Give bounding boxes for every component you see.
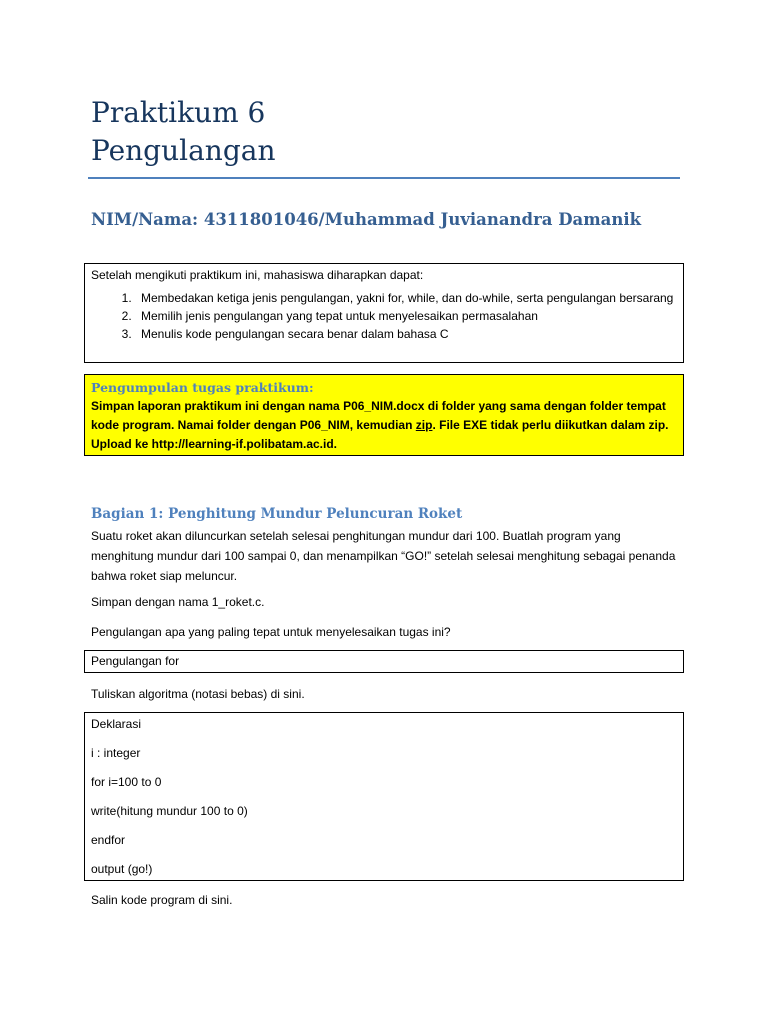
submission-text-1: Simpan laporan praktikum ini dengan nama bbox=[91, 399, 344, 413]
section-1-heading: Bagian 1: Penghitung Mundur Peluncuran Roket bbox=[91, 506, 463, 522]
algorithm-line: i : integer bbox=[91, 746, 141, 760]
title-divider bbox=[88, 177, 680, 179]
algorithm-line: output (go!) bbox=[91, 862, 153, 876]
objective-item: 2. Memilih jenis pengulangan yang tepat untuk menyelesaikan permasalahan bbox=[135, 309, 677, 324]
algorithm-line: endfor bbox=[91, 833, 126, 847]
save-as-text: Simpan dengan nama 1_roket.c. bbox=[91, 595, 265, 609]
question-text: Pengulangan apa yang paling tepat untuk menyelesaikan tugas ini? bbox=[91, 625, 451, 639]
submission-box bbox=[84, 374, 684, 456]
submission-zip: zip bbox=[415, 418, 433, 432]
objectives-box bbox=[84, 263, 684, 363]
objective-item: 1. Membedakan ketiga jenis pengulangan, yakni for, while, dan do-while, serta pengulangan bersarang bbox=[135, 291, 677, 306]
algorithm-prompt: Tuliskan algoritma (notasi bebas) di sini. bbox=[91, 687, 305, 701]
algorithm-line: Deklarasi bbox=[91, 717, 142, 731]
submission-heading: Pengumpulan tugas praktikum: bbox=[91, 380, 314, 395]
submission-text-2: di folder yang sama dengan folder tempat kode program. Namai folder dengan bbox=[91, 399, 666, 432]
page-title bbox=[91, 94, 275, 170]
objective-item: 3. Menulis kode pengulangan secara benar dalam bahasa C bbox=[135, 327, 677, 342]
answer-text: Pengulangan for bbox=[91, 654, 180, 668]
submission-text-3: , kemudian bbox=[349, 418, 416, 432]
section-1-description: Suatu roket akan diluncurkan setelah selesai penghitungan mundur dari 100. Buatlah program yang menghitung mundur dari 100 sampai 0, dan menampilkan “GO!” setelah selesai menghitung sebagai penanda bahwa roket siap meluncur. bbox=[91, 529, 676, 583]
answer-box[interactable] bbox=[84, 650, 684, 673]
submission-text bbox=[91, 397, 677, 454]
title-line-1: Praktikum 6 bbox=[91, 96, 266, 129]
submission-foldername: P06_NIM bbox=[299, 418, 350, 432]
objectives-list bbox=[91, 291, 677, 342]
title-line-2: Pengulangan bbox=[91, 134, 276, 167]
code-prompt: Salin kode program di sini. bbox=[91, 893, 233, 907]
objectives-intro: Setelah mengikuti praktikum ini, mahasiswa diharapkan dapat: bbox=[91, 268, 424, 282]
submission-filename: P06_NIM.docx bbox=[343, 399, 425, 413]
algorithm-line: for i=100 to 0 bbox=[91, 775, 162, 789]
algorithm-line: write(hitung mundur 100 to 0) bbox=[91, 804, 248, 818]
algorithm-box[interactable] bbox=[84, 712, 684, 881]
submission-text-4: . File EXE tidak perlu diikutkan dalam zip. Upload ke http://learning-if.polibatam.ac.id. bbox=[91, 418, 669, 451]
student-nim-name: NIM/Nama: 4311801046/Muhammad Juvianandra Damanik bbox=[91, 210, 642, 229]
